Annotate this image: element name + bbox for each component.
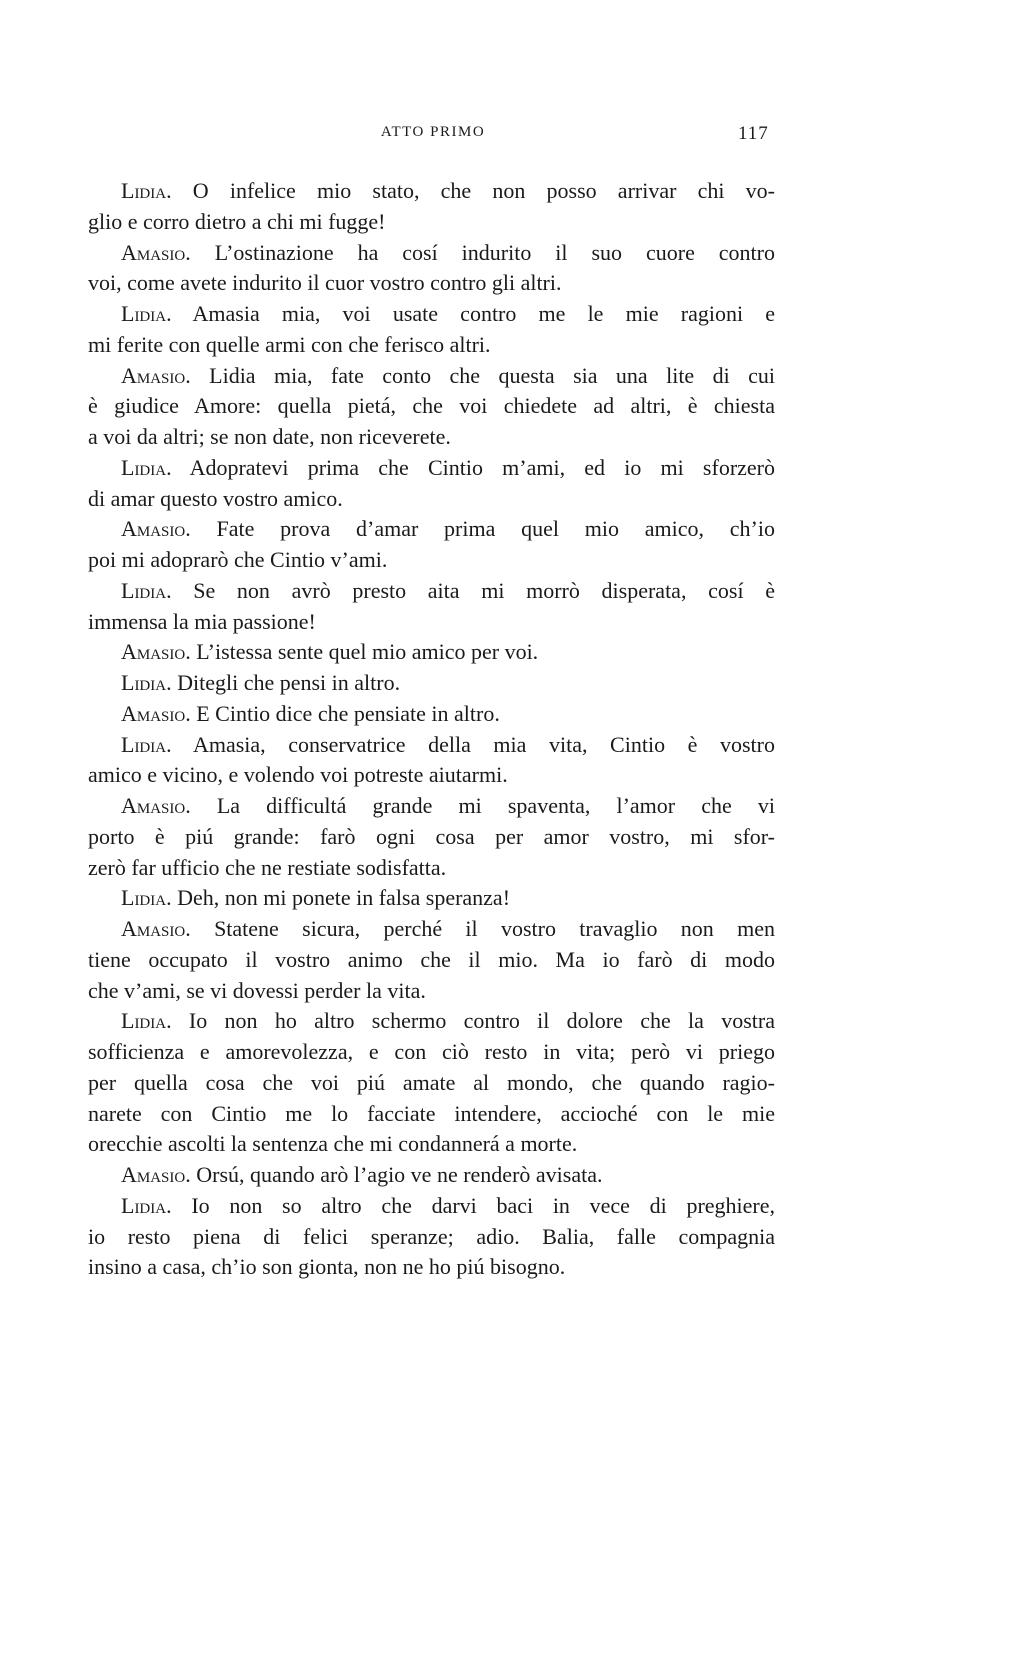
text-line [88,1160,775,1191]
speaker-name: Lidia. [121,178,172,203]
text-line [88,422,775,453]
line-text: Io non so altro che darvi baci in vece di preghiere, [191,1192,776,1218]
page-number: 117 [738,123,769,144]
line-text: Ditegli che pensi in altro. [177,670,401,695]
text-line [88,976,775,1007]
line-text: O infelice mio stato, che non posso arrivar chi vo- [192,178,775,203]
text-line [88,1068,775,1099]
text-line [88,1222,775,1253]
speaker-name: Amasio. [121,700,191,726]
line-text: che v’ami, se vi dovessi perder la vita. [88,977,426,1003]
text-line [88,1037,775,1068]
speaker-name: Amasio. [121,793,191,818]
line-text: insino a casa, ch’io son gionta, non ne ho piú bisogno. [88,1254,566,1280]
line-text: glio e corro dietro a chi mi fugge! [88,208,386,234]
line-text: a voi da altri; se non date, non riceverete. [88,424,451,449]
line-text: di amar questo vostro amico. [88,485,343,511]
line-text: amico e vicino, e volendo voi potreste aiutarmi. [88,762,508,788]
text-line [88,514,775,545]
line-text: mi ferite con quelle armi con che ferisco altri. [88,331,491,357]
line-text: Statene sicura, perché il vostro travaglio non men [214,916,776,941]
line-text: Se non avrò presto aita mi morrò disperata, cosí è [193,577,775,603]
text-line [88,607,775,638]
speaker-name: Amasio. [121,916,191,941]
line-text: Fate prova d’amar prima quel mio amico, ch’io [216,516,775,542]
text-line [88,576,775,607]
line-text: orecchie ascolti la sentenza che mi condannerá a morte. [88,1131,578,1157]
line-text: E Cintio dice che pensiate in altro. [196,700,500,726]
text-line [88,822,775,853]
line-text: per quella cosa che voi piú amate al mondo, che quando ragio- [88,1069,775,1095]
text-line [88,730,775,761]
text-line [88,699,775,730]
line-text: Io non ho altro schermo contro il dolore che la vostra [188,1008,775,1034]
text-line [88,361,775,392]
line-text: sofficienza e amorevolezza, e con ciò resto in vita; però vi priego [88,1039,775,1064]
line-text: porto è piú grande: farò ogni cosa per amor vostro, mi sfor- [88,823,775,849]
text-line [88,238,775,269]
text-line [88,853,775,884]
line-text: L’ostinazione ha cosí indurito il suo cuore contro [214,239,775,265]
text-line [88,207,775,238]
text-line [88,330,775,361]
speaker-name: Amasio. [121,516,191,542]
speaker-name: Lidia. [121,1008,172,1034]
line-text: Adopratevi prima che Cintio m’ami, ed io mi sforzerò [189,454,775,480]
line-text: La difficultá grande mi spaventa, l’amor che vi [216,793,775,818]
line-text: tiene occupato il vostro animo che il mio. Ma io farò di modo [88,946,775,972]
line-text: è giudice Amore: quella pietá, che voi chiedete ad altri, è chiesta [88,393,775,419]
speaker-name: Amasio. [121,239,191,265]
text-line [88,945,775,976]
text-line [88,1252,775,1283]
line-text: Amasia mia, voi usate contro me le mie ragioni e [192,301,775,326]
text-line [88,268,775,299]
line-text: Amasia, conservatrice della mia vita, Cintio è vostro [192,731,775,757]
speaker-name: Amasio. [121,362,191,388]
speaker-name: Amasio. [121,1162,191,1187]
line-text: immensa la mia passione! [88,608,316,634]
text-line [88,668,775,699]
dialogue-text [88,176,775,1283]
speaker-name: Lidia. [121,731,172,757]
line-text: narete con Cintio me lo facciate intendere, accioché con le mie [88,1100,775,1126]
speaker-name: Amasio. [121,639,191,665]
text-line [88,760,775,791]
speaker-name: Lidia. [121,577,172,603]
speaker-name: Lidia. [121,670,172,695]
text-line [88,791,775,822]
line-text: Deh, non mi ponete in falsa speranza! [177,885,511,911]
text-line [88,484,775,515]
line-text: io resto piena di felici speranze; adio. Balia, falle compagnia [88,1223,775,1249]
text-line [88,637,775,668]
text-line [88,545,775,576]
line-text: voi, come avete indurito il cuor vostro contro gli altri. [88,270,562,296]
speaker-name: Lidia. [121,301,172,326]
text-line [88,883,775,914]
text-line [88,1006,775,1037]
text-line [88,1129,775,1160]
text-line [88,1191,775,1222]
text-line [88,914,775,945]
speaker-name: Lidia. [121,1192,172,1218]
speaker-name: Lidia. [121,454,172,480]
text-line [88,176,775,207]
text-line [88,1099,775,1130]
text-line [88,299,775,330]
line-text: Orsú, quando arò l’agio ve ne renderò avisata. [196,1162,603,1187]
line-text: poi mi adoprarò che Cintio v’ami. [88,547,388,572]
speaker-name: Lidia. [121,885,172,911]
running-head-title: ATTO PRIMO [380,124,486,140]
text-line [88,453,775,484]
line-text: L’istessa sente quel mio amico per voi. [196,639,539,665]
text-line [88,391,775,422]
line-text: Lidia mia, fate conto che questa sia una lite di cui [209,362,775,388]
line-text: zerò far ufficio che ne restiate sodisfatta. [88,854,447,880]
